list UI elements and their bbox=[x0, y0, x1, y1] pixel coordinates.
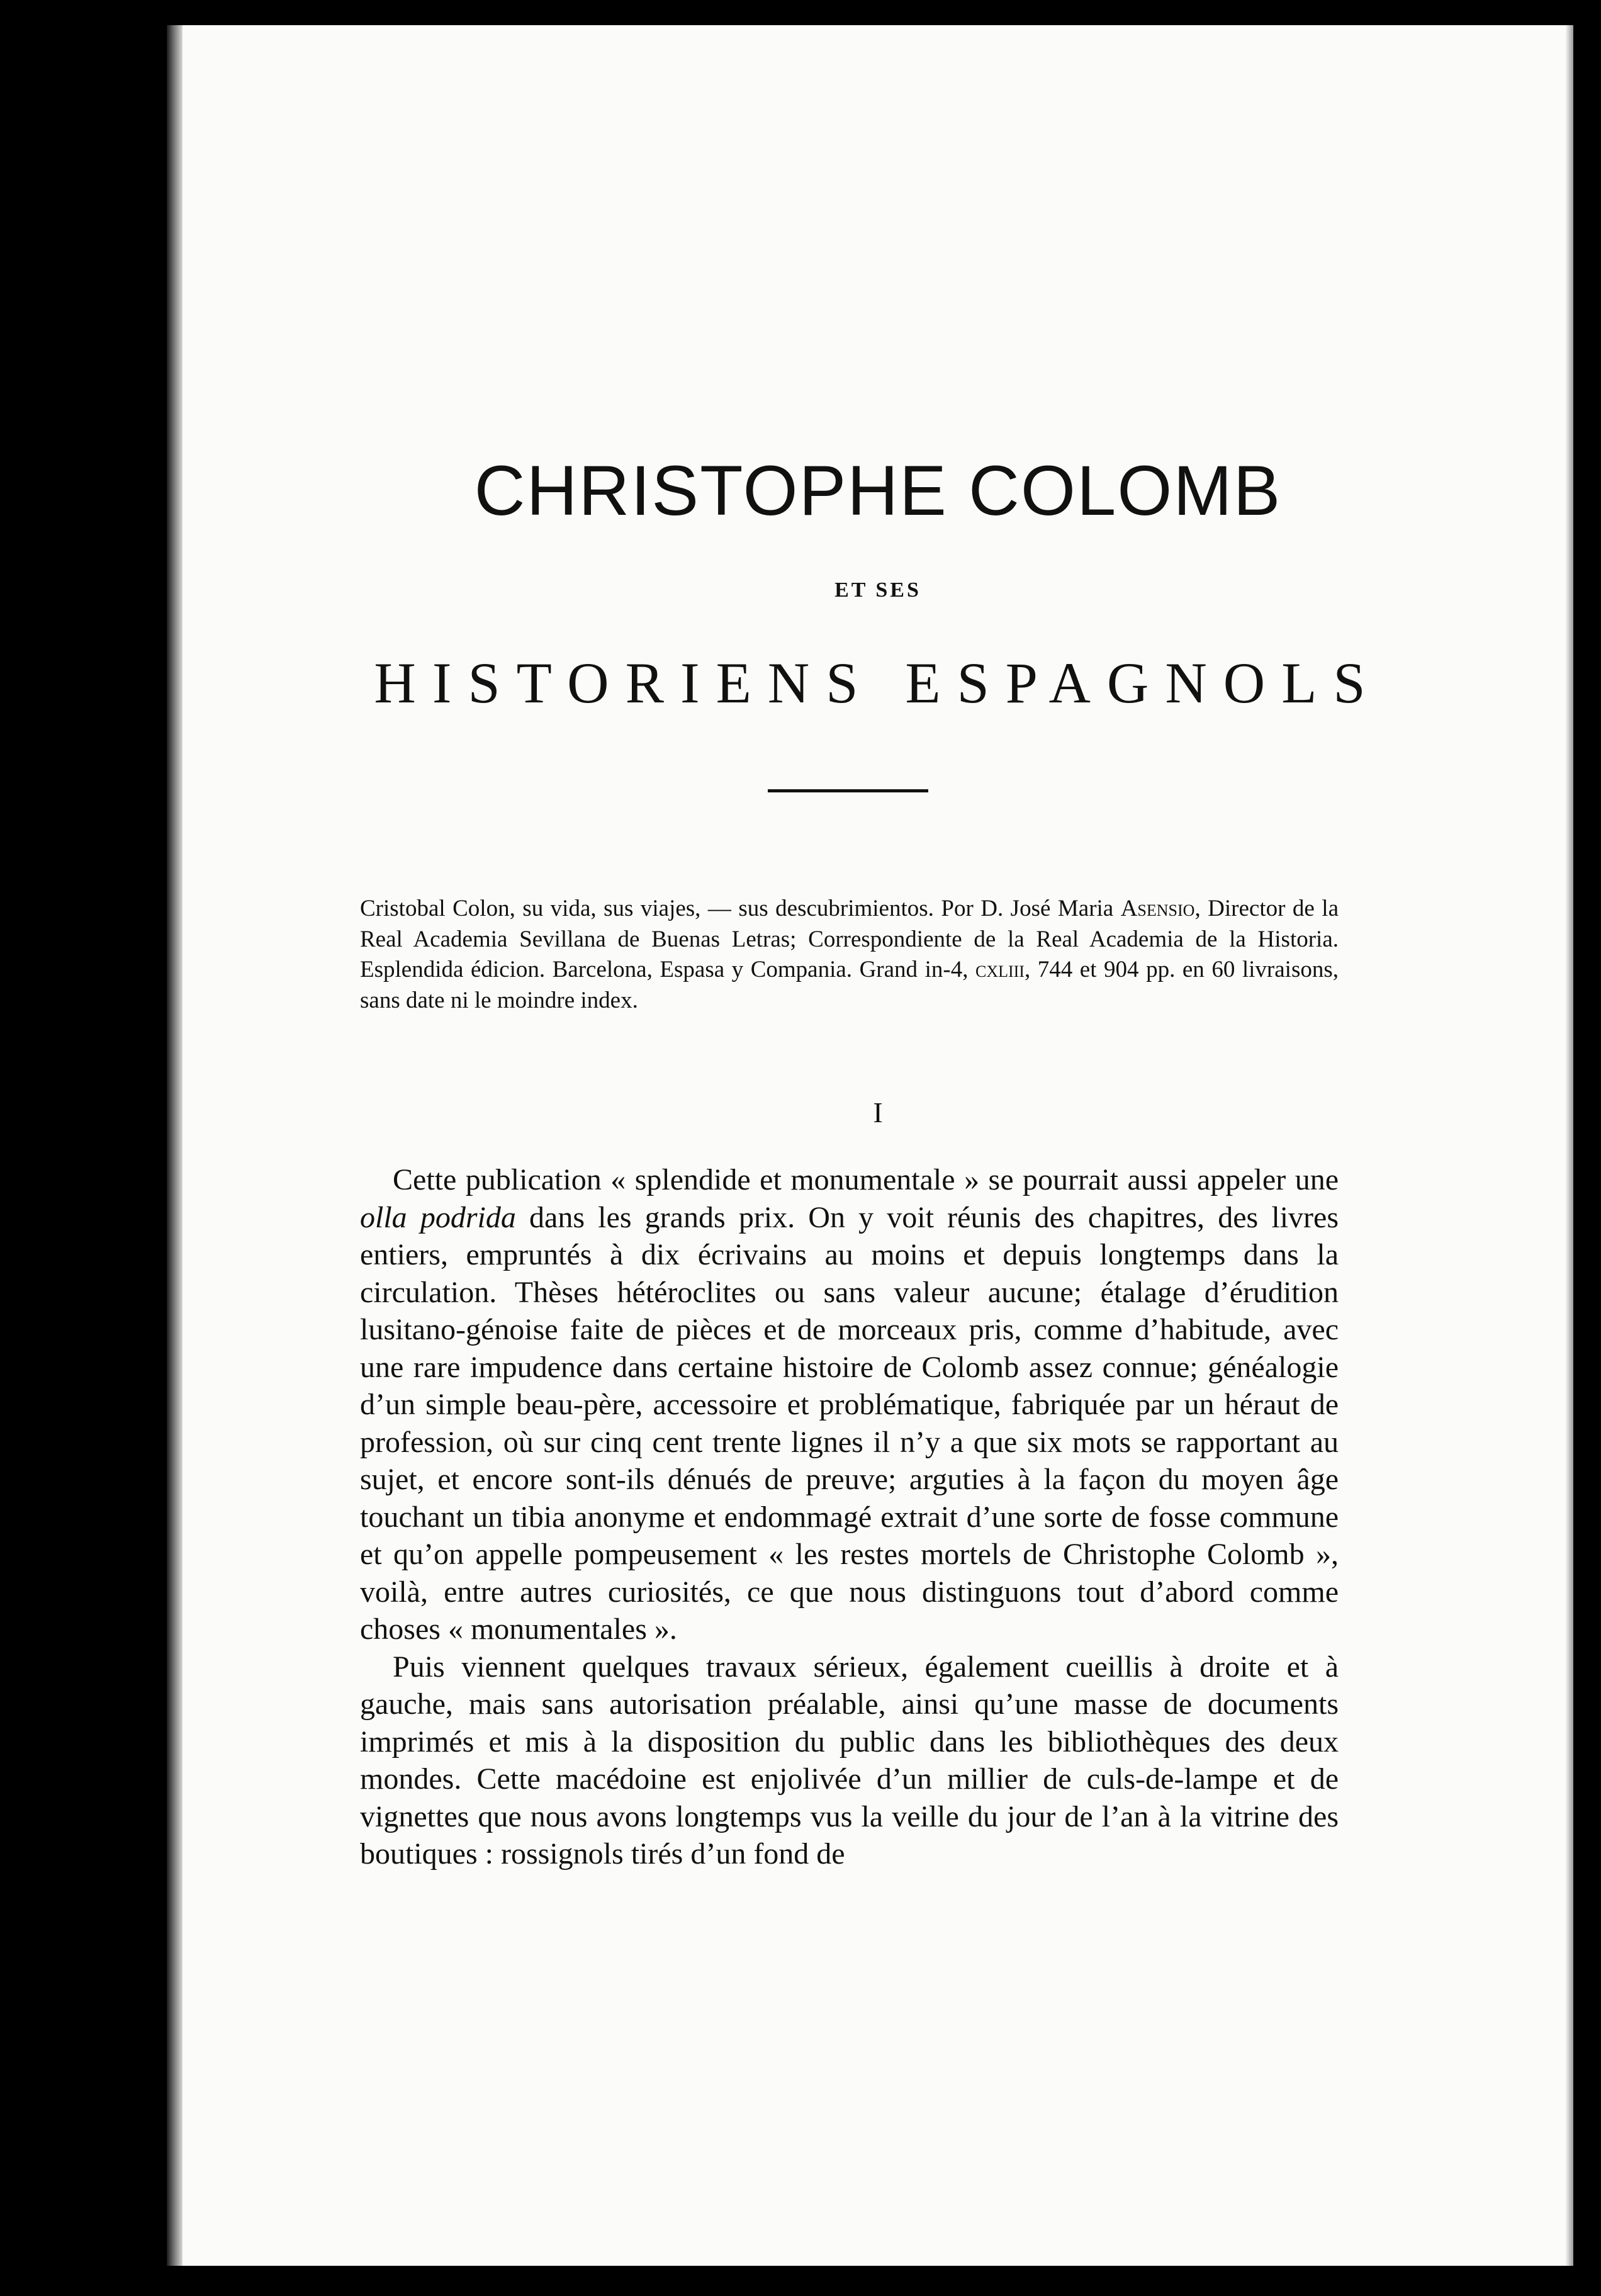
title-divider-rule bbox=[768, 789, 928, 792]
scan-border-top bbox=[0, 0, 1601, 25]
paragraph-1-part-2: dans les grands prix. On y voit réunis des chapitres, des livres entiers, empruntés à dix écrivains au moins et depuis longtemps dans la circulation. Thèses hétéroclites ou sans valeur aucune; étalage d’érudition lusitano-génoise faite de pièces et de morceaux pris, comme d’habitude, avec une rare impudence dans certaine histoire de Colomb assez connue; généalogie d’un simple beau-père, accessoire et problématique, fabriquée par un héraut de profession, où sur cinq cent trente lignes il n’y a que six mots se rapportant au sujet, et encore sont-ils dénués de preuve; arguties à la façon du moyen âge touchant un tibia anonyme et endommagé extrait d’une sorte de fosse commune et qu’on appelle pompeusement « les restes mortels de Christophe Colomb », voilà, entre autres curiosités, ce que nous distinguons tout d’abord comme choses « monumentales ». bbox=[360, 1200, 1339, 1646]
body-text bbox=[360, 1161, 1339, 1873]
section-numeral: I bbox=[873, 1096, 883, 1128]
bibliography-author: Asensio bbox=[1120, 896, 1195, 921]
bibliography-text-1: Cristobal Colon, su vida, sus viajes, — sus descubrimientos. Por D. José Maria bbox=[360, 896, 1121, 921]
bibliography-text-2: , Director de la Real Academia Sevillana de Buenas Letras; Correspondiente de la Real Academia de la Historia. Esplendida édicion. Barcelona, Espasa y Compania. Grand in-4, bbox=[360, 896, 1339, 982]
subtitle-connector: ET SES bbox=[834, 578, 921, 602]
paragraph-1-italic: olla podrida bbox=[360, 1200, 516, 1234]
page-sheet bbox=[183, 25, 1573, 2266]
binding-edge bbox=[167, 25, 183, 2266]
scan-border-bottom bbox=[0, 2266, 1601, 2296]
page-right-edge bbox=[1566, 25, 1573, 2266]
paragraph-1 bbox=[360, 1161, 1339, 1648]
bibliographic-reference bbox=[360, 894, 1339, 1016]
paragraph-1-part-1: Cette publication « splendide et monumentale » se pourrait aussi appeler une bbox=[393, 1163, 1339, 1196]
bibliography-text-3: , 744 et 904 pp. en 60 livraisons, sans date ni le moindre index. bbox=[360, 957, 1339, 1013]
paragraph-2: Puis viennent quelques travaux sérieux, également cueillis à droite et à gauche, mais sans autorisation préalable, ainsi qu’une masse de documents imprimés et mis à la disposition du public dans les bibliothèques des deux mondes. Cette macédoine est enjolivée d’un millier de culs-de-lampe et de vignettes que nous avons longtemps vus la veille du jour de l’an à la vitrine des boutiques : rossignols tirés d’un fond de bbox=[360, 1650, 1339, 1871]
scan-border-right bbox=[1573, 0, 1601, 2296]
article-title: CHRISTOPHE COLOMB bbox=[474, 451, 1282, 530]
scan-border-left bbox=[0, 0, 167, 2296]
article-subtitle: HISTORIENS ESPAGNOLS bbox=[374, 651, 1382, 715]
bibliography-roman-pages: cxliii bbox=[975, 957, 1025, 982]
